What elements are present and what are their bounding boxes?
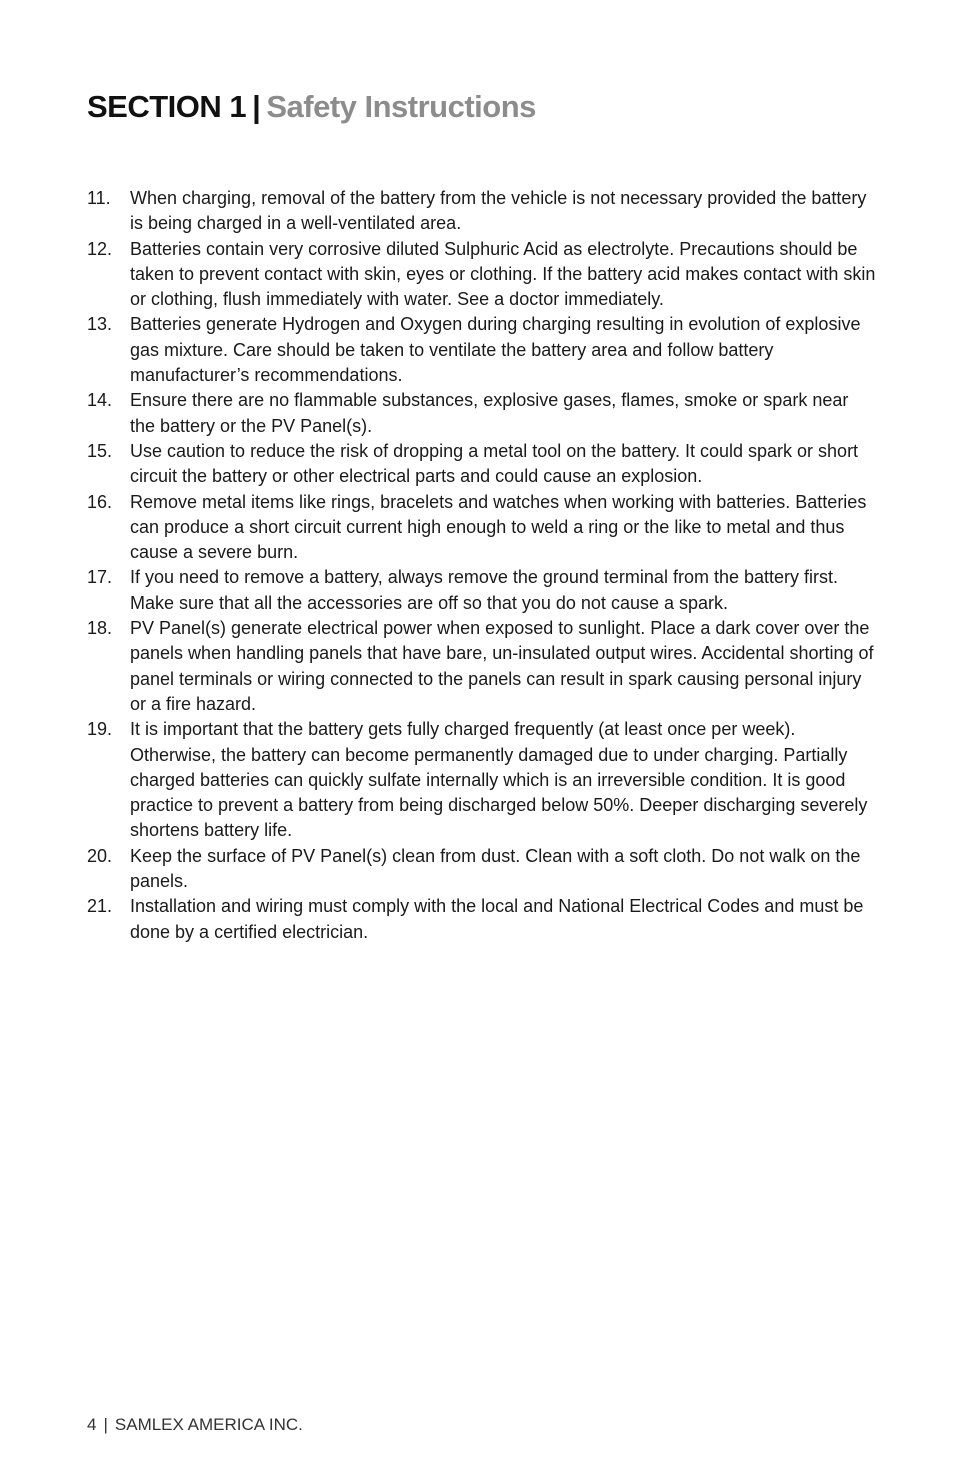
item-number: 21. — [87, 896, 113, 917]
list-item — [87, 186, 877, 237]
item-number: 18. — [87, 618, 113, 639]
safety-instruction-list — [87, 186, 877, 945]
list-item — [87, 312, 877, 388]
item-number: 11. — [87, 188, 111, 208]
list-item — [87, 388, 877, 439]
section-label: SECTION 1 — [87, 89, 247, 124]
item-number: 17. — [87, 567, 113, 588]
item-number: 20. — [87, 845, 113, 866]
item-number: 16. — [87, 491, 113, 512]
item-text: It is important that the battery gets fully charged frequently (at least once per week). Otherwise, the battery can become permanently damaged due to under charging. Partially charged batteries can quickly sulfate internally which is an irreversible condition. It is good practice to prevent a battery from being discharged below 50%. Deeper discharging severely shortens battery life. — [130, 719, 868, 841]
item-text: Installation and wiring must comply with the local and National Electrical Codes and must be done by a certified electrician. — [130, 896, 864, 942]
list-item — [87, 490, 877, 566]
item-number: 19. — [87, 719, 113, 740]
item-text: PV Panel(s) generate electrical power when exposed to sunlight. Place a dark cover over the panels when handling panels that have bare, un-insulated output wires. Accidental shorting of panel terminals or wiring connected to the panels can result in spark causing personal injury or a fire hazard. — [130, 618, 874, 714]
footer-separator: | — [103, 1415, 108, 1434]
list-item — [87, 237, 877, 313]
item-text: Remove metal items like rings, bracelets and watches when working with batteries. Batteries can produce a short circuit current high enough to weld a ring or the like to metal and thus cause a severe burn. — [130, 491, 867, 563]
item-text: Batteries generate Hydrogen and Oxygen during charging resulting in evolution of explosive gas mixture. Care should be taken to ventilate the battery area and follow battery manufacturer’s recommendations. — [130, 314, 861, 386]
page-footer — [87, 1413, 303, 1437]
list-item — [87, 565, 877, 616]
item-number: 15. — [87, 440, 113, 461]
list-item — [87, 616, 877, 717]
item-text: Ensure there are no flammable substances, explosive gases, flames, smoke or spark near the battery or the PV Panel(s). — [130, 390, 849, 436]
company-name: SAMLEX AMERICA INC. — [114, 1415, 303, 1434]
list-item — [87, 439, 877, 490]
item-number: 12. — [87, 238, 113, 259]
list-item — [87, 894, 877, 945]
section-title: Safety Instructions — [266, 89, 536, 124]
item-text: Keep the surface of PV Panel(s) clean from dust. Clean with a soft cloth. Do not walk on the panels. — [130, 845, 861, 892]
page-number: 4 — [87, 1415, 97, 1434]
item-text: When charging, removal of the battery from the vehicle is not necessary provided the battery is being charged in a well-ventilated area. — [130, 188, 867, 234]
list-item — [87, 844, 877, 895]
item-number: 13. — [87, 314, 113, 335]
page-title — [87, 88, 536, 126]
title-separator: | — [252, 89, 261, 124]
item-number: 14. — [87, 390, 113, 411]
item-text: Use caution to reduce the risk of dropping a metal tool on the battery. It could spark or short circuit the battery or other electrical parts and could cause an explosion. — [130, 440, 859, 487]
item-text: If you need to remove a battery, always remove the ground terminal from the battery first. Make sure that all the accessories are off so that you do not cause a spark. — [130, 567, 838, 613]
item-text: Batteries contain very corrosive diluted Sulphuric Acid as electrolyte. Precautions should be taken to prevent contact with skin, eyes or clothing. If the battery acid makes contact with skin or clothing, flush immediately with water. See a doctor immediately. — [130, 238, 876, 310]
list-item — [87, 717, 877, 843]
